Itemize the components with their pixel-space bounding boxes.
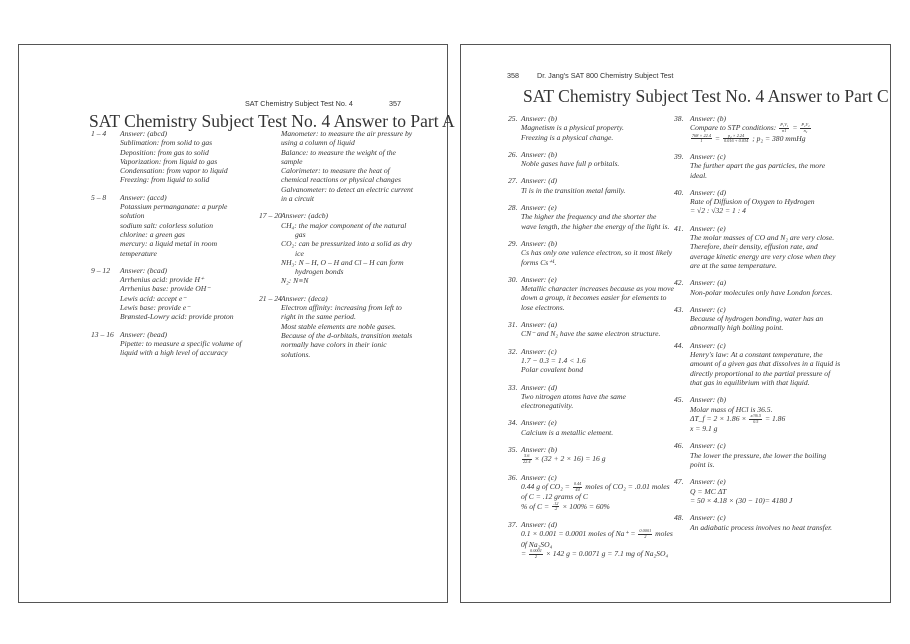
denominator: 0.5: [753, 418, 759, 424]
answer-line: Answer: (c): [690, 513, 726, 523]
answer-line: Answer: (accd): [120, 192, 167, 202]
answer-lines: [674, 441, 874, 469]
question-number: 5 – 8: [91, 192, 107, 202]
answer-item: [508, 347, 678, 375]
numerator: .12: [553, 500, 559, 506]
answer-line: Manometer: to measure the air pressure by: [281, 129, 413, 138]
answer-lines: [259, 294, 439, 359]
fraction: [552, 502, 559, 512]
answer-line: Noble gases have full p orbitals.: [521, 159, 620, 169]
text-segment: =: [790, 123, 800, 133]
answer-line: Answer: (e): [690, 477, 726, 487]
answer-lines: [508, 203, 678, 231]
answer-item: [508, 520, 678, 559]
text-segment: 0.44 g of CO₂ =: [521, 481, 572, 491]
answer-line: hydrogen bonds: [295, 267, 344, 277]
answer-line: using a column of liquid: [281, 138, 355, 148]
answer-line: Answer: (bcad): [120, 265, 168, 275]
answer-line: The lower the pressure, the lower the boiling: [690, 450, 827, 460]
answer-line: temperature: [120, 248, 157, 258]
answer-line: Therefore, their density, effusion rate, and: [690, 242, 818, 252]
answer-item: [674, 341, 874, 387]
answer-lines: [508, 347, 678, 375]
question-number: 48.: [674, 513, 684, 523]
answer-line: Calcium is a metallic element.: [521, 427, 614, 437]
fraction: [779, 123, 789, 133]
fraction: [522, 454, 532, 464]
answer-line: amount of a given gas that dissolves in a liquid is: [690, 359, 841, 369]
text-segment: % of C =: [521, 501, 552, 511]
answer-item: [674, 395, 874, 433]
question-number: 37.: [508, 519, 518, 529]
answer-line: Answer: (adcb): [281, 211, 329, 221]
denominator: .2: [554, 506, 558, 512]
question-number: 40.: [674, 187, 684, 197]
text-segment: =: [713, 133, 722, 143]
text-segment: moles: [653, 529, 673, 539]
question-number: 31.: [508, 320, 518, 330]
answer-line: Answer: (c): [690, 340, 726, 350]
answer-line: Ti is in the transition metal family.: [521, 185, 626, 195]
answer-line: x = 9.1 g: [690, 424, 718, 434]
answer-line: [690, 123, 874, 133]
answer-line: 1.7 − 0.3 = 1.4 < 1.6: [521, 355, 586, 365]
answer-line: Answer: (c): [690, 304, 726, 314]
page-title: SAT Chemistry Subject Test No. 4 Answer to Part C: [523, 86, 889, 106]
answer-line: Deposition: from gas to solid: [120, 147, 209, 157]
question-number: 47.: [674, 477, 684, 487]
question-number: 43.: [674, 304, 684, 314]
answer-item: [508, 445, 678, 465]
answer-item: [674, 188, 874, 216]
fraction: [638, 529, 652, 539]
answer-line: CN⁻ and N₂ have the same electron structure.: [521, 329, 661, 339]
answer-item: [508, 320, 678, 339]
fraction: [723, 134, 749, 144]
answer-line: abnormally high boiling point.: [690, 323, 784, 333]
numerator: P₁V₁: [780, 122, 789, 128]
answer-line: [521, 454, 678, 464]
answer-line: right in the same period.: [281, 312, 356, 322]
answer-line: Because of the d-orbitals, transition metals: [281, 330, 413, 340]
denominator: n1: [782, 128, 787, 134]
answer-line: Answer: (a): [521, 320, 558, 330]
answer-line: [690, 414, 874, 424]
answer-line: CO₂: can be pressurized into a solid as dry: [281, 239, 413, 249]
answer-line: normally have colors in their ionic: [281, 340, 387, 350]
answer-line: Electron affinity: increasing from left to: [281, 303, 402, 313]
question-number: 45.: [674, 395, 684, 405]
answer-line: An adiabatic process involves no heat transfer.: [690, 522, 833, 532]
answer-item: [508, 473, 678, 512]
answer-item: [91, 193, 261, 258]
denominator: 2: [644, 533, 647, 539]
question-number: 13 – 16: [91, 329, 114, 339]
answer-line: Potassium permanganate: a purple: [120, 202, 228, 212]
text-segment: × 142 g = 0.0071 g = 7.1 mg of Na₂SO₄: [543, 548, 669, 558]
answer-line: Answer: (a): [690, 278, 727, 288]
answer-line: Two nitrogen atoms have the same: [521, 391, 626, 401]
question-number: 25.: [508, 114, 518, 123]
answer-item: [674, 224, 874, 270]
question-number: 41.: [674, 223, 684, 233]
answer-line: Lewis base: provide e⁻: [120, 303, 191, 313]
answer-line: Answer: (d): [521, 176, 558, 186]
answer-line: Answer: (b): [521, 238, 558, 248]
page-357: [18, 44, 455, 603]
answers-column-2: [259, 129, 439, 367]
text-segment: = 1.86: [763, 413, 786, 423]
answer-line: gas: [295, 229, 306, 239]
answer-line: Balance: to measure the weight of the: [281, 147, 396, 157]
denominator: 44: [575, 486, 580, 492]
answer-lines: [259, 211, 439, 285]
answer-line: The further apart the gas particles, the more: [690, 161, 826, 171]
answer-item: [674, 441, 874, 469]
answer-line: = 50 × 4.18 × (30 − 10)= 4180 J: [690, 495, 793, 505]
page-358: [460, 44, 891, 603]
answer-line: chlorine: a green gas: [120, 229, 185, 239]
numerator: 0.0001: [530, 548, 542, 554]
answer-line: Sublimation: from solid to gas: [120, 138, 213, 148]
answer-line: directly proportional to the partial pressure of: [690, 368, 831, 378]
answer-line: [690, 134, 874, 144]
answer-lines: [508, 445, 678, 465]
answer-line: Calorimeter: to measure the heat of: [281, 166, 390, 176]
denominator: 2: [534, 553, 538, 559]
text-segment: =: [521, 548, 529, 558]
answer-line: sodium salt: colorless solution: [120, 220, 214, 230]
question-number: 32.: [508, 346, 518, 356]
answer-line: solutions.: [281, 349, 311, 359]
answer-lines: [674, 114, 874, 144]
answer-line: Answer: (d): [521, 519, 558, 529]
answer-lines: [508, 320, 678, 339]
text-segment: ΔT_f = 2 × 1.86 ×: [690, 413, 749, 423]
answer-item: [674, 477, 874, 505]
answer-line: are at the same temperature.: [690, 260, 777, 270]
question-number: 1 – 4: [91, 129, 107, 138]
answer-line: liquid with a high level of accuracy: [120, 348, 228, 358]
answer-line: N₂: N≡N: [281, 276, 309, 286]
answer-line: sample: [281, 156, 303, 166]
answer-line: mercury: a liquid metal in room: [120, 239, 218, 249]
answer-line: ideal.: [690, 170, 708, 180]
answer-line: wave length, the higher the energy of the light is.: [521, 221, 670, 231]
text-segment: Compare to STP conditions:: [690, 123, 779, 133]
question-number: 27.: [508, 176, 518, 186]
answer-line: Answer: (e): [521, 203, 557, 213]
answer-line: Brønsted-Lowry acid: provide proton: [120, 312, 234, 322]
answer-lines: [508, 150, 678, 169]
question-number: 17 – 20: [259, 211, 282, 221]
answers-column-1: [508, 114, 678, 567]
question-number: 21 – 24: [259, 293, 282, 303]
denominator: 1: [700, 138, 703, 144]
answer-line: Rate of Diffusion of Oxygen to Hydrogen: [690, 197, 815, 207]
denominator: n₂: [803, 128, 808, 134]
answer-line: Condensation: from vapor to liquid: [120, 166, 228, 176]
question-number: 39.: [674, 151, 684, 161]
question-number: 36.: [508, 472, 518, 482]
running-header: SAT Chemistry Subject Test No. 4: [245, 99, 353, 108]
question-number: 28.: [508, 203, 518, 213]
answer-lines: [91, 193, 261, 258]
text-segment: × (32 + 2 × 16) = 16 g: [532, 454, 606, 464]
answer-line: 0f Na₂SO₄: [521, 539, 553, 549]
answer-line: Answer: (bead): [120, 329, 168, 339]
answer-lines: [674, 278, 874, 297]
running-header: Dr. Jang's SAT 800 Chemistry Subject Test: [537, 71, 674, 80]
answer-lines: [674, 513, 874, 532]
answer-line: Answer: (c): [521, 472, 557, 482]
answer-line: Answer: (deca): [281, 293, 328, 303]
answer-line: in a circuit: [281, 194, 315, 204]
answer-lines: [91, 129, 261, 185]
answer-lines: [259, 129, 439, 203]
answer-lines: [508, 275, 678, 312]
page-title: SAT Chemistry Subject Test No. 4 Answer to Part A: [89, 111, 455, 131]
answer-lines: [508, 383, 678, 411]
answer-lines: [91, 330, 261, 358]
question-number: 34.: [508, 418, 518, 428]
denominator: 22.4: [523, 459, 531, 465]
answer-line: Answer: (c): [521, 346, 557, 356]
answer-item: [508, 239, 678, 267]
answer-line: Answer: (b): [690, 114, 727, 123]
answer-line: Answer: (c): [690, 151, 726, 161]
answer-item: [508, 275, 678, 312]
text-segment: moles of CO₂ = .0.01 moles: [583, 481, 670, 491]
numerator: P₂V₂: [801, 122, 810, 128]
answer-item: [674, 152, 874, 180]
answer-item: [508, 150, 678, 169]
answer-item: [674, 305, 874, 333]
answer-line: Freezing: from liquid to solid: [120, 175, 210, 185]
answer-line: = √2 : √32 = 1 : 4: [690, 206, 746, 216]
answer-item: [508, 418, 678, 437]
answer-line: Pipette: to measure a specific volume of: [120, 338, 242, 348]
numerator: 768 × 22.4: [692, 132, 712, 138]
text-segment: × 100% = 60%: [560, 501, 610, 511]
page-number: 358: [507, 71, 519, 80]
answer-line: ice: [295, 248, 304, 258]
answer-line: [521, 549, 678, 559]
answer-item: [508, 203, 678, 231]
fraction: [800, 123, 810, 133]
answer-lines: [91, 266, 261, 322]
answer-lines: [674, 224, 874, 270]
answer-line: Answer: (abcd): [120, 129, 168, 138]
answer-line: Magnetism is a physical property.: [521, 123, 624, 133]
answer-line: Cs has only one valence electron, so it most likely: [521, 248, 673, 258]
answer-line: The molar masses of CO and N₂ are very close.: [690, 233, 835, 243]
answer-line: Q = MC ΔT: [690, 486, 727, 496]
answer-lines: [508, 176, 678, 195]
answer-item: [508, 176, 678, 195]
answer-lines: [674, 477, 874, 505]
numerator: p₂ × 2.24: [723, 134, 749, 140]
answer-lines: [508, 520, 678, 559]
answer-lines: [674, 305, 874, 333]
answers-column-1: [91, 129, 261, 366]
answer-item: [91, 266, 261, 322]
numerator: 0.44: [573, 481, 582, 487]
answer-line: Molar mass of HCl is 36.5.: [690, 404, 773, 414]
answer-line: Lewis acid: accept e⁻: [120, 293, 187, 303]
answer-line: Answer: (e): [521, 274, 557, 284]
answer-lines: [674, 152, 874, 180]
answer-line: down a group, it becomes easier for elements to: [521, 293, 667, 303]
answer-line: Answer: (d): [690, 187, 727, 197]
answer-item: [508, 383, 678, 411]
answer-line: [521, 529, 678, 539]
answer-line: lose electrons.: [521, 302, 565, 312]
answer-line: chemical reactions or physical changes: [281, 175, 401, 185]
answer-line: Arrhenius acid: provide H⁺: [120, 275, 204, 285]
answer-item: [674, 278, 874, 297]
answer-line: NH₃: N – H, O – H and Cl – H can form: [281, 257, 404, 267]
answer-lines: [508, 473, 678, 512]
answer-line: Metallic character increases because as you move: [521, 284, 674, 294]
answer-item: [508, 114, 678, 142]
question-number: 29.: [508, 238, 518, 248]
answer-item: [91, 330, 261, 358]
answer-line: Freezing is a physical change.: [521, 132, 614, 142]
page-number: 357: [389, 99, 401, 108]
answer-lines: [674, 395, 874, 433]
denominator: 0.016 + 0.034: [723, 138, 749, 144]
fraction: [529, 549, 543, 559]
answer-line: Henry's law: At a constant temperature, the: [690, 350, 823, 360]
question-number: 42.: [674, 278, 684, 288]
numerator: 0.0001: [639, 528, 652, 534]
answer-line: Answer: (b): [690, 395, 727, 405]
answer-line: [521, 482, 678, 492]
numerator: 5.6: [522, 454, 532, 460]
answer-lines: [674, 341, 874, 387]
text-segment: 0.1 × 0.001 = 0.0001 moles of Na⁺ =: [521, 529, 638, 539]
answer-line: [521, 502, 678, 512]
answer-line: Vaporization: from liquid to gas: [120, 156, 218, 166]
answer-line: point is.: [690, 460, 715, 470]
answer-line: Arrhenius base: provide OH⁻: [120, 284, 211, 294]
answer-item: [259, 211, 439, 285]
answer-lines: [508, 114, 678, 142]
answer-item: [674, 114, 874, 144]
numerator: x/36.5: [750, 412, 762, 418]
answer-line: average kinetic energy are very close when they: [690, 251, 836, 261]
answer-line: Most stable elements are noble gases.: [281, 321, 396, 331]
answer-lines: [508, 239, 678, 267]
answer-line: Galvanometer: to detect an electric current: [281, 184, 413, 194]
answer-item: [91, 129, 261, 185]
answer-lines: [508, 418, 678, 437]
fraction: [573, 482, 583, 492]
answer-item: [674, 513, 874, 532]
answer-item: [259, 294, 439, 359]
question-number: 26.: [508, 149, 518, 159]
answer-line: Answer: (e): [690, 223, 726, 233]
question-number: 46.: [674, 441, 684, 451]
answer-line: of C = .12 grams of C: [521, 492, 588, 502]
fraction: [749, 414, 762, 424]
answer-line: Answer: (b): [521, 114, 558, 123]
question-number: 33.: [508, 382, 518, 392]
question-number: 9 – 12: [91, 265, 110, 275]
answer-line: that gas in equilibrium with that liquid.: [690, 377, 810, 387]
answers-column-2: [674, 114, 874, 540]
answer-item: [259, 129, 439, 203]
answer-line: CH₄: the major component of the natural: [281, 220, 407, 230]
answer-line: forms Cs⁺¹.: [521, 257, 557, 267]
answer-line: Polar covalent bond: [521, 365, 584, 375]
question-number: 44.: [674, 340, 684, 350]
answer-line: Answer: (e): [521, 418, 557, 428]
answer-lines: [674, 188, 874, 216]
fraction: [691, 134, 712, 144]
answer-line: electronegativity.: [521, 401, 574, 411]
answer-line: Answer: (b): [521, 445, 558, 455]
answer-line: Answer: (b): [521, 149, 558, 159]
answer-line: Because of hydrogen bonding, water has an: [690, 314, 824, 324]
answer-line: The higher the frequency and the shorter the: [521, 212, 657, 222]
answer-line: Answer: (d): [521, 382, 558, 392]
answer-line: Answer: (c): [690, 441, 726, 451]
answer-line: Non-polar molecules only have London forces.: [690, 287, 833, 297]
question-number: 38.: [674, 114, 684, 123]
question-number: 30.: [508, 274, 518, 284]
text-segment: ; p₂ = 380 mmHg: [750, 133, 806, 143]
question-number: 35.: [508, 445, 518, 455]
answer-line: solution: [120, 211, 145, 221]
